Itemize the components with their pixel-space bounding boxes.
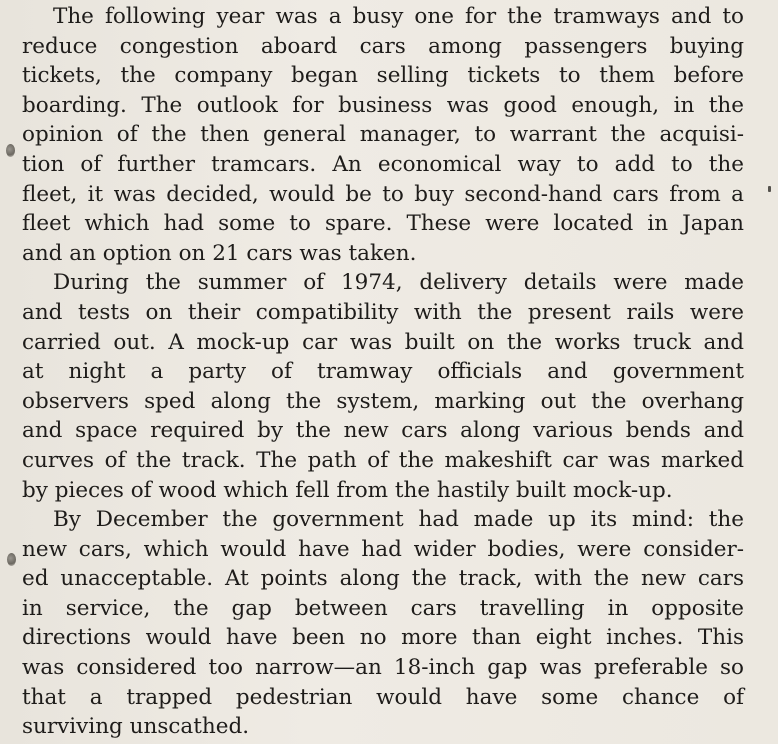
text-line: new cars, which would have had wider bodies, were consider- <box>22 536 744 562</box>
text-line: surviving unscathed. <box>22 714 250 740</box>
text-line: reduce congestion aboard cars among passengers buying <box>22 33 744 59</box>
text-line: in service, the gap between cars travelling in opposite <box>22 595 744 621</box>
text-line: tion of further tramcars. An economical way to add to the <box>22 151 744 177</box>
binding-hole-mark-bottom <box>7 553 16 566</box>
page-edge-mark <box>768 186 771 192</box>
text-line: The following year was a busy one for the tramways and to <box>53 4 744 29</box>
body-text <box>22 2 744 742</box>
text-line: carried out. A mock-up car was built on the works truck and <box>22 329 744 355</box>
binding-hole-mark-top <box>6 144 15 157</box>
text-line: ed unacceptable. At points along the track, with the new cars <box>22 566 744 592</box>
text-line: curves of the track. The path of the makeshift car was marked <box>22 447 744 473</box>
text-line: directions would have been no more than eight inches. This <box>22 625 744 651</box>
text-line: and tests on their compatibility with the present rails were <box>22 299 744 325</box>
paragraph-2 <box>22 268 744 505</box>
text-line: and space required by the new cars along various bends and <box>22 418 744 444</box>
text-line: fleet, it was decided, would be to buy second-hand cars from a <box>22 181 744 207</box>
text-line: that a trapped pedestrian would have some chance of <box>22 684 744 710</box>
paragraph-3 <box>22 505 744 742</box>
text-line: by pieces of wood which fell from the hastily built mock-up. <box>22 477 673 503</box>
text-line: boarding. The outlook for business was good enough, in the <box>22 92 744 118</box>
text-line: and an option on 21 cars was taken. <box>22 240 417 266</box>
paragraph-1 <box>22 2 744 268</box>
text-line: at night a party of tramway officials and government <box>22 359 744 385</box>
text-line: During the summer of 1974, delivery details were made <box>53 270 744 296</box>
text-line: fleet which had some to spare. These were located in Japan <box>22 211 744 237</box>
text-line: was considered too narrow—an 18-inch gap was preferable so <box>22 655 744 681</box>
text-line: tickets, the company began selling tickets to them before <box>22 63 744 89</box>
text-line: opinion of the then general manager, to warrant the acquisi- <box>22 122 744 148</box>
text-line: By December the government had made up its mind: the <box>53 507 744 533</box>
text-line: observers sped along the system, marking out the overhang <box>22 388 744 414</box>
